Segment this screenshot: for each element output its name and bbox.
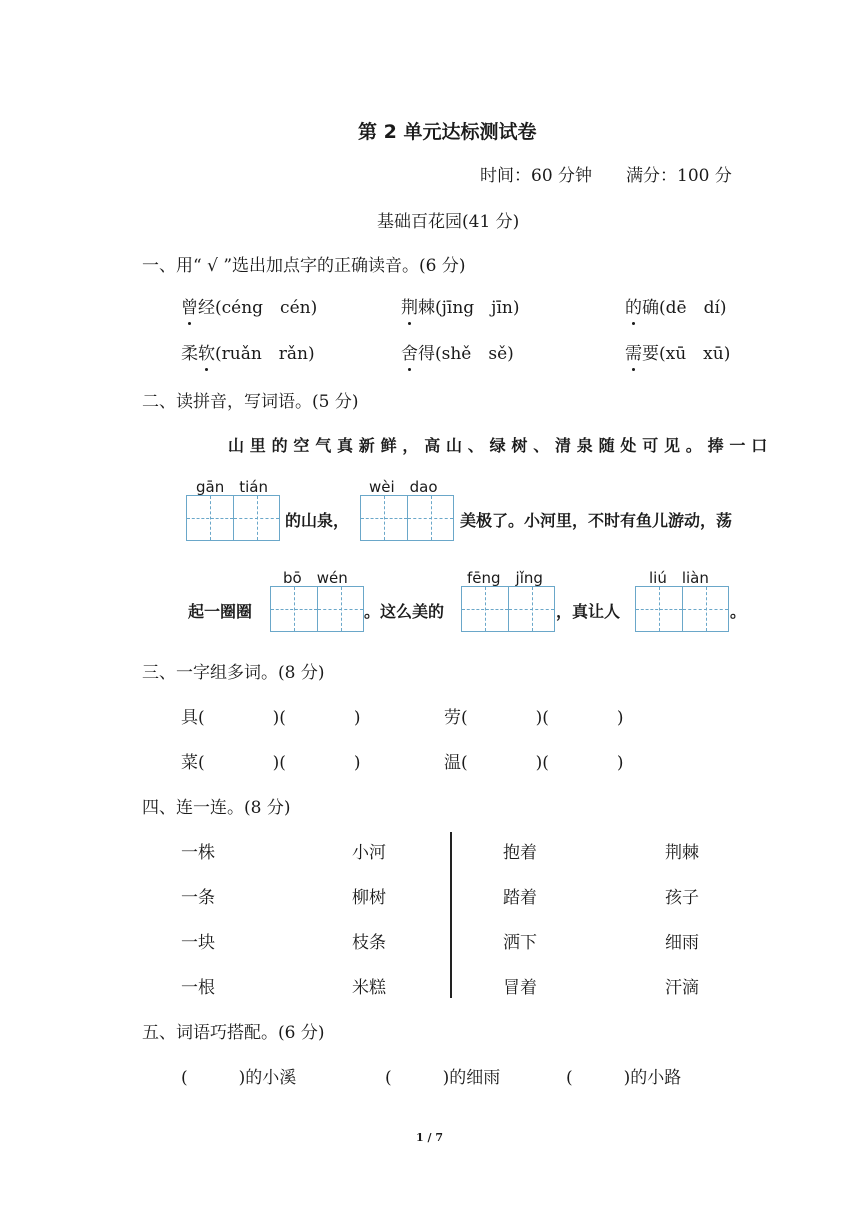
- pinyin-label: wèi dao: [369, 478, 438, 496]
- q1-item: 曾经(céng cén): [181, 293, 317, 318]
- page-number: 1 / 7: [416, 1131, 443, 1144]
- pinyin-label: liú liàn: [649, 569, 709, 587]
- paragraph-text: 的山泉，: [285, 511, 350, 530]
- q1-item: 舍得(shě sě): [401, 339, 514, 364]
- match-item: 孩子: [665, 888, 699, 908]
- paragraph-text: ，真让人: [556, 602, 621, 621]
- q3-row: 菜( )( ): [181, 753, 361, 773]
- writing-grid[interactable]: [635, 586, 729, 632]
- q3-heading: 三、一字组多词。(8 分): [142, 663, 325, 683]
- full-score: 满分：100 分: [626, 166, 732, 186]
- q5-item: ( )的小溪: [181, 1068, 297, 1088]
- writing-grid[interactable]: [360, 495, 454, 541]
- q5-heading: 五、词语巧搭配。(6 分): [142, 1023, 325, 1043]
- paragraph-text: 美极了。小河里，不时有鱼儿游动，荡: [460, 511, 733, 530]
- match-item: 一块: [181, 933, 215, 953]
- writing-grid[interactable]: [270, 586, 364, 632]
- match-item: 踏着: [503, 888, 537, 908]
- match-item: 细雨: [665, 933, 699, 953]
- dotted-char: 软: [198, 339, 215, 364]
- q1-item: 需要(xū xū): [625, 339, 730, 364]
- pinyin-label: gān tián: [196, 478, 268, 496]
- page-title: 第 2 单元达标测试卷: [358, 121, 537, 143]
- q5-item: ( )的细雨: [385, 1068, 501, 1088]
- q4-heading: 四、连一连。(8 分): [142, 798, 291, 818]
- dotted-char: 的: [625, 293, 642, 318]
- paragraph-text: 起一圈圈: [188, 602, 253, 621]
- q2-paragraph-line: 山里的空气真新鲜，高山、绿树、清泉随处可见。捧一口: [228, 436, 774, 455]
- writing-grid[interactable]: [186, 495, 280, 541]
- dotted-char: 曾: [181, 293, 198, 318]
- match-item: 米糕: [352, 978, 386, 998]
- match-item: 柳树: [352, 888, 386, 908]
- q1-item: 荆棘(jīng jīn): [401, 293, 519, 318]
- match-item: 枝条: [352, 933, 386, 953]
- pinyin-label: fēng jǐng: [467, 569, 543, 587]
- time-limit: 时间：60 分钟: [480, 166, 593, 186]
- match-item: 冒着: [503, 978, 537, 998]
- paragraph-text: 。: [730, 602, 747, 621]
- match-item: 一根: [181, 978, 215, 998]
- pinyin-label: bō wén: [283, 569, 348, 587]
- dotted-char: 需: [625, 339, 642, 364]
- match-item: 荆棘: [665, 843, 699, 863]
- paragraph-text: 。这么美的: [364, 602, 445, 621]
- dotted-char: 舍: [401, 339, 418, 364]
- q1-item: 柔软(ruǎn rǎn): [181, 339, 315, 364]
- dotted-char: 荆: [401, 293, 418, 318]
- match-item: 抱着: [503, 843, 537, 863]
- match-item: 一条: [181, 888, 215, 908]
- divider-line: [450, 832, 452, 998]
- match-item: 小河: [352, 843, 386, 863]
- q3-row: 劳( )( ): [444, 708, 624, 728]
- part-heading: 基础百花园(41 分): [377, 212, 520, 232]
- writing-grid[interactable]: [461, 586, 555, 632]
- match-item: 一株: [181, 843, 215, 863]
- q5-item: ( )的小路: [566, 1068, 682, 1088]
- q2-heading: 二、读拼音，写词语。(5 分): [142, 392, 359, 412]
- match-item: 汗滴: [665, 978, 699, 998]
- match-item: 洒下: [503, 933, 537, 953]
- q3-row: 具( )( ): [181, 708, 361, 728]
- q1-heading: 一、用“ √ ”选出加点字的正确读音。(6 分): [142, 256, 466, 276]
- q1-item: 的确(dē dí): [625, 293, 727, 318]
- q3-row: 温( )( ): [444, 753, 624, 773]
